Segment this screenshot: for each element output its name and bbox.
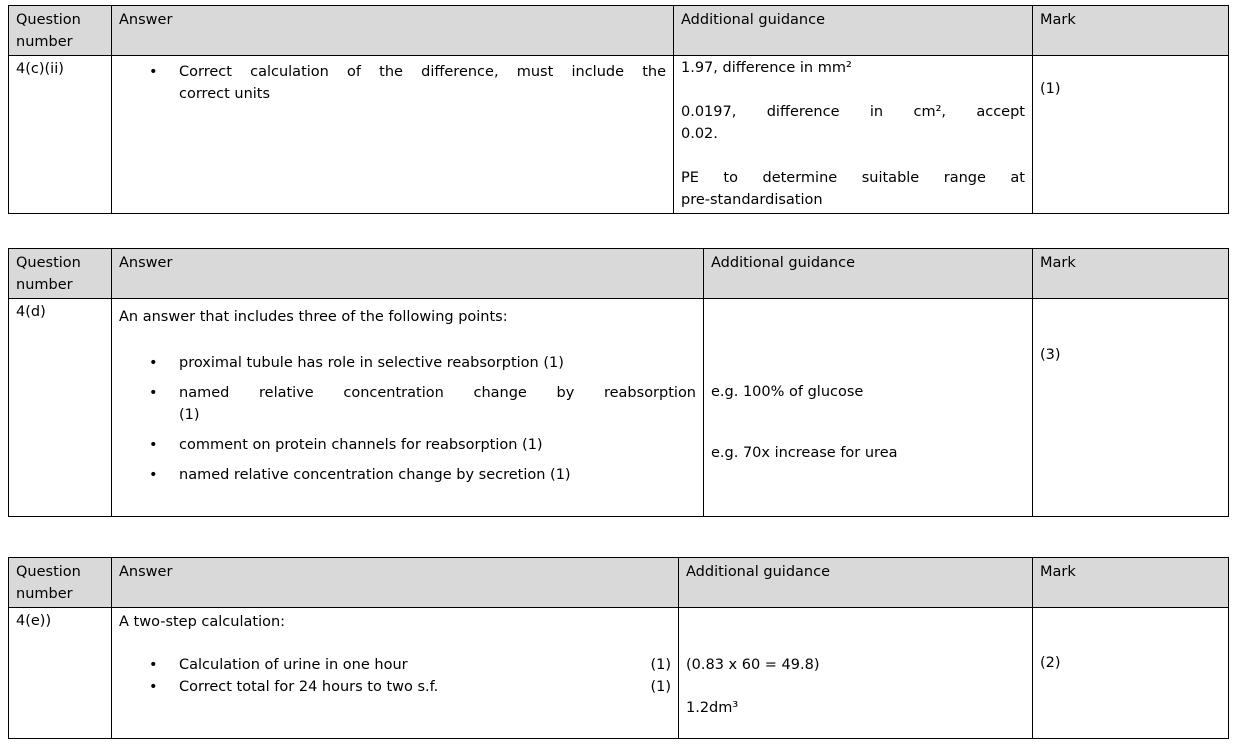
column-header-answer: Answer (112, 558, 679, 608)
bullet-text (179, 464, 696, 486)
answer-bullet-list (119, 654, 671, 698)
mark-cell (1033, 56, 1229, 214)
mark-value: (1) (1040, 81, 1061, 97)
answer-bullet (147, 676, 671, 698)
answer-bullet (147, 352, 696, 374)
answer-line: Correct total for 24 hours to two s.f. (179, 679, 439, 695)
column-header-additional-guidance: Additional guidance (674, 6, 1033, 56)
answer-line: proximal tubule has role in selective reabsorption (1) (179, 355, 564, 371)
bullet-icon: • (149, 355, 158, 371)
table-row (9, 608, 1229, 739)
guidance-line: (0.83 x 60 = 49.8) (686, 657, 820, 673)
column-header-answer: Answer (112, 6, 674, 56)
column-header-additional-guidance: Additional guidance (704, 249, 1033, 299)
mark-scheme-table-4d (8, 248, 1229, 517)
answer-cell (112, 56, 674, 214)
bullet-text (179, 676, 642, 698)
guidance-paragraph (711, 381, 1025, 403)
bullet-icon: • (149, 437, 158, 453)
guidance-paragraph (686, 654, 1025, 676)
additional-guidance-cell (679, 608, 1033, 739)
bullet-mark-value: (1) (650, 657, 671, 673)
bullet-icon: • (149, 657, 158, 673)
guidance-line: e.g. 100% of glucose (711, 384, 864, 400)
answer-line: named relative concentration change by reabsorption (179, 385, 696, 401)
mark-value: (3) (1040, 347, 1061, 363)
bullet-icon: • (149, 679, 158, 695)
column-header-answer: Answer (112, 249, 704, 299)
bullet-text (179, 654, 642, 676)
mark-value: (2) (1040, 655, 1061, 671)
column-header-mark: Mark (1033, 6, 1229, 56)
guidance-paragraph (681, 101, 1025, 145)
guidance-line: e.g. 70x increase for urea (711, 445, 898, 461)
guidance-paragraph (681, 57, 1025, 79)
column-header-question-number: Question number (9, 249, 112, 299)
column-header-mark: Mark (1033, 249, 1229, 299)
header-row (9, 6, 1229, 56)
answer-line: named relative concentration change by secretion (1) (179, 467, 571, 483)
guidance-line: 1.2dm³ (686, 700, 739, 716)
answer-bullet (147, 61, 666, 105)
question-number-cell (9, 56, 112, 214)
answer-bullet-list (119, 352, 696, 486)
answer-cell (112, 608, 679, 739)
guidance-line: 0.02. (681, 126, 718, 142)
bullet-icon: • (149, 64, 158, 80)
answer-cell (112, 299, 704, 517)
question-number-cell (9, 608, 112, 739)
question-number: 4(d) (16, 304, 46, 320)
guidance-line: PE to determine suitable range at (681, 170, 1025, 186)
guidance-paragraph (711, 442, 1025, 464)
guidance-paragraph (686, 697, 1025, 719)
answer-intro: A two-step calculation: (119, 614, 286, 630)
answer-intro: An answer that includes three of the following points: (119, 309, 508, 325)
bullet-text (179, 61, 666, 105)
table-row (9, 299, 1229, 517)
mark-scheme-table-4e (8, 557, 1229, 739)
guidance-line: 1.97, difference in mm² (681, 60, 852, 76)
answer-line: (1) (179, 407, 200, 423)
guidance-line: pre-standardisation (681, 192, 823, 208)
bullet-text (179, 434, 696, 456)
table-row (9, 56, 1229, 214)
header-row (9, 558, 1229, 608)
bullet-text (179, 352, 696, 374)
additional-guidance-cell (704, 299, 1033, 517)
mark-cell (1033, 608, 1229, 739)
bullet-mark-value: (1) (650, 679, 671, 695)
answer-bullet (147, 464, 696, 486)
answer-bullet (147, 434, 696, 456)
guidance-paragraph (681, 167, 1025, 211)
column-header-question-number: Question number (9, 6, 112, 56)
question-number: 4(c)(ii) (16, 61, 64, 77)
column-header-mark: Mark (1033, 558, 1229, 608)
bullet-icon: • (149, 385, 158, 401)
guidance-line: 0.0197, difference in cm², accept (681, 104, 1025, 120)
answer-bullet (147, 654, 671, 676)
bullet-text (179, 382, 696, 426)
column-header-additional-guidance: Additional guidance (679, 558, 1033, 608)
header-row (9, 249, 1229, 299)
answer-line: Correct calculation of the difference, must include the (179, 64, 666, 80)
answer-line: Calculation of urine in one hour (179, 657, 408, 673)
answer-line: correct units (179, 86, 271, 102)
question-number-cell (9, 299, 112, 517)
column-header-question-number: Question number (9, 558, 112, 608)
question-number: 4(e)) (16, 613, 52, 629)
mark-cell (1033, 299, 1229, 517)
bullet-icon: • (149, 467, 158, 483)
additional-guidance-cell (674, 56, 1033, 214)
mark-scheme-table-4cii (8, 5, 1229, 214)
answer-bullet (147, 382, 696, 426)
answer-line: comment on protein channels for reabsorption (1) (179, 437, 543, 453)
